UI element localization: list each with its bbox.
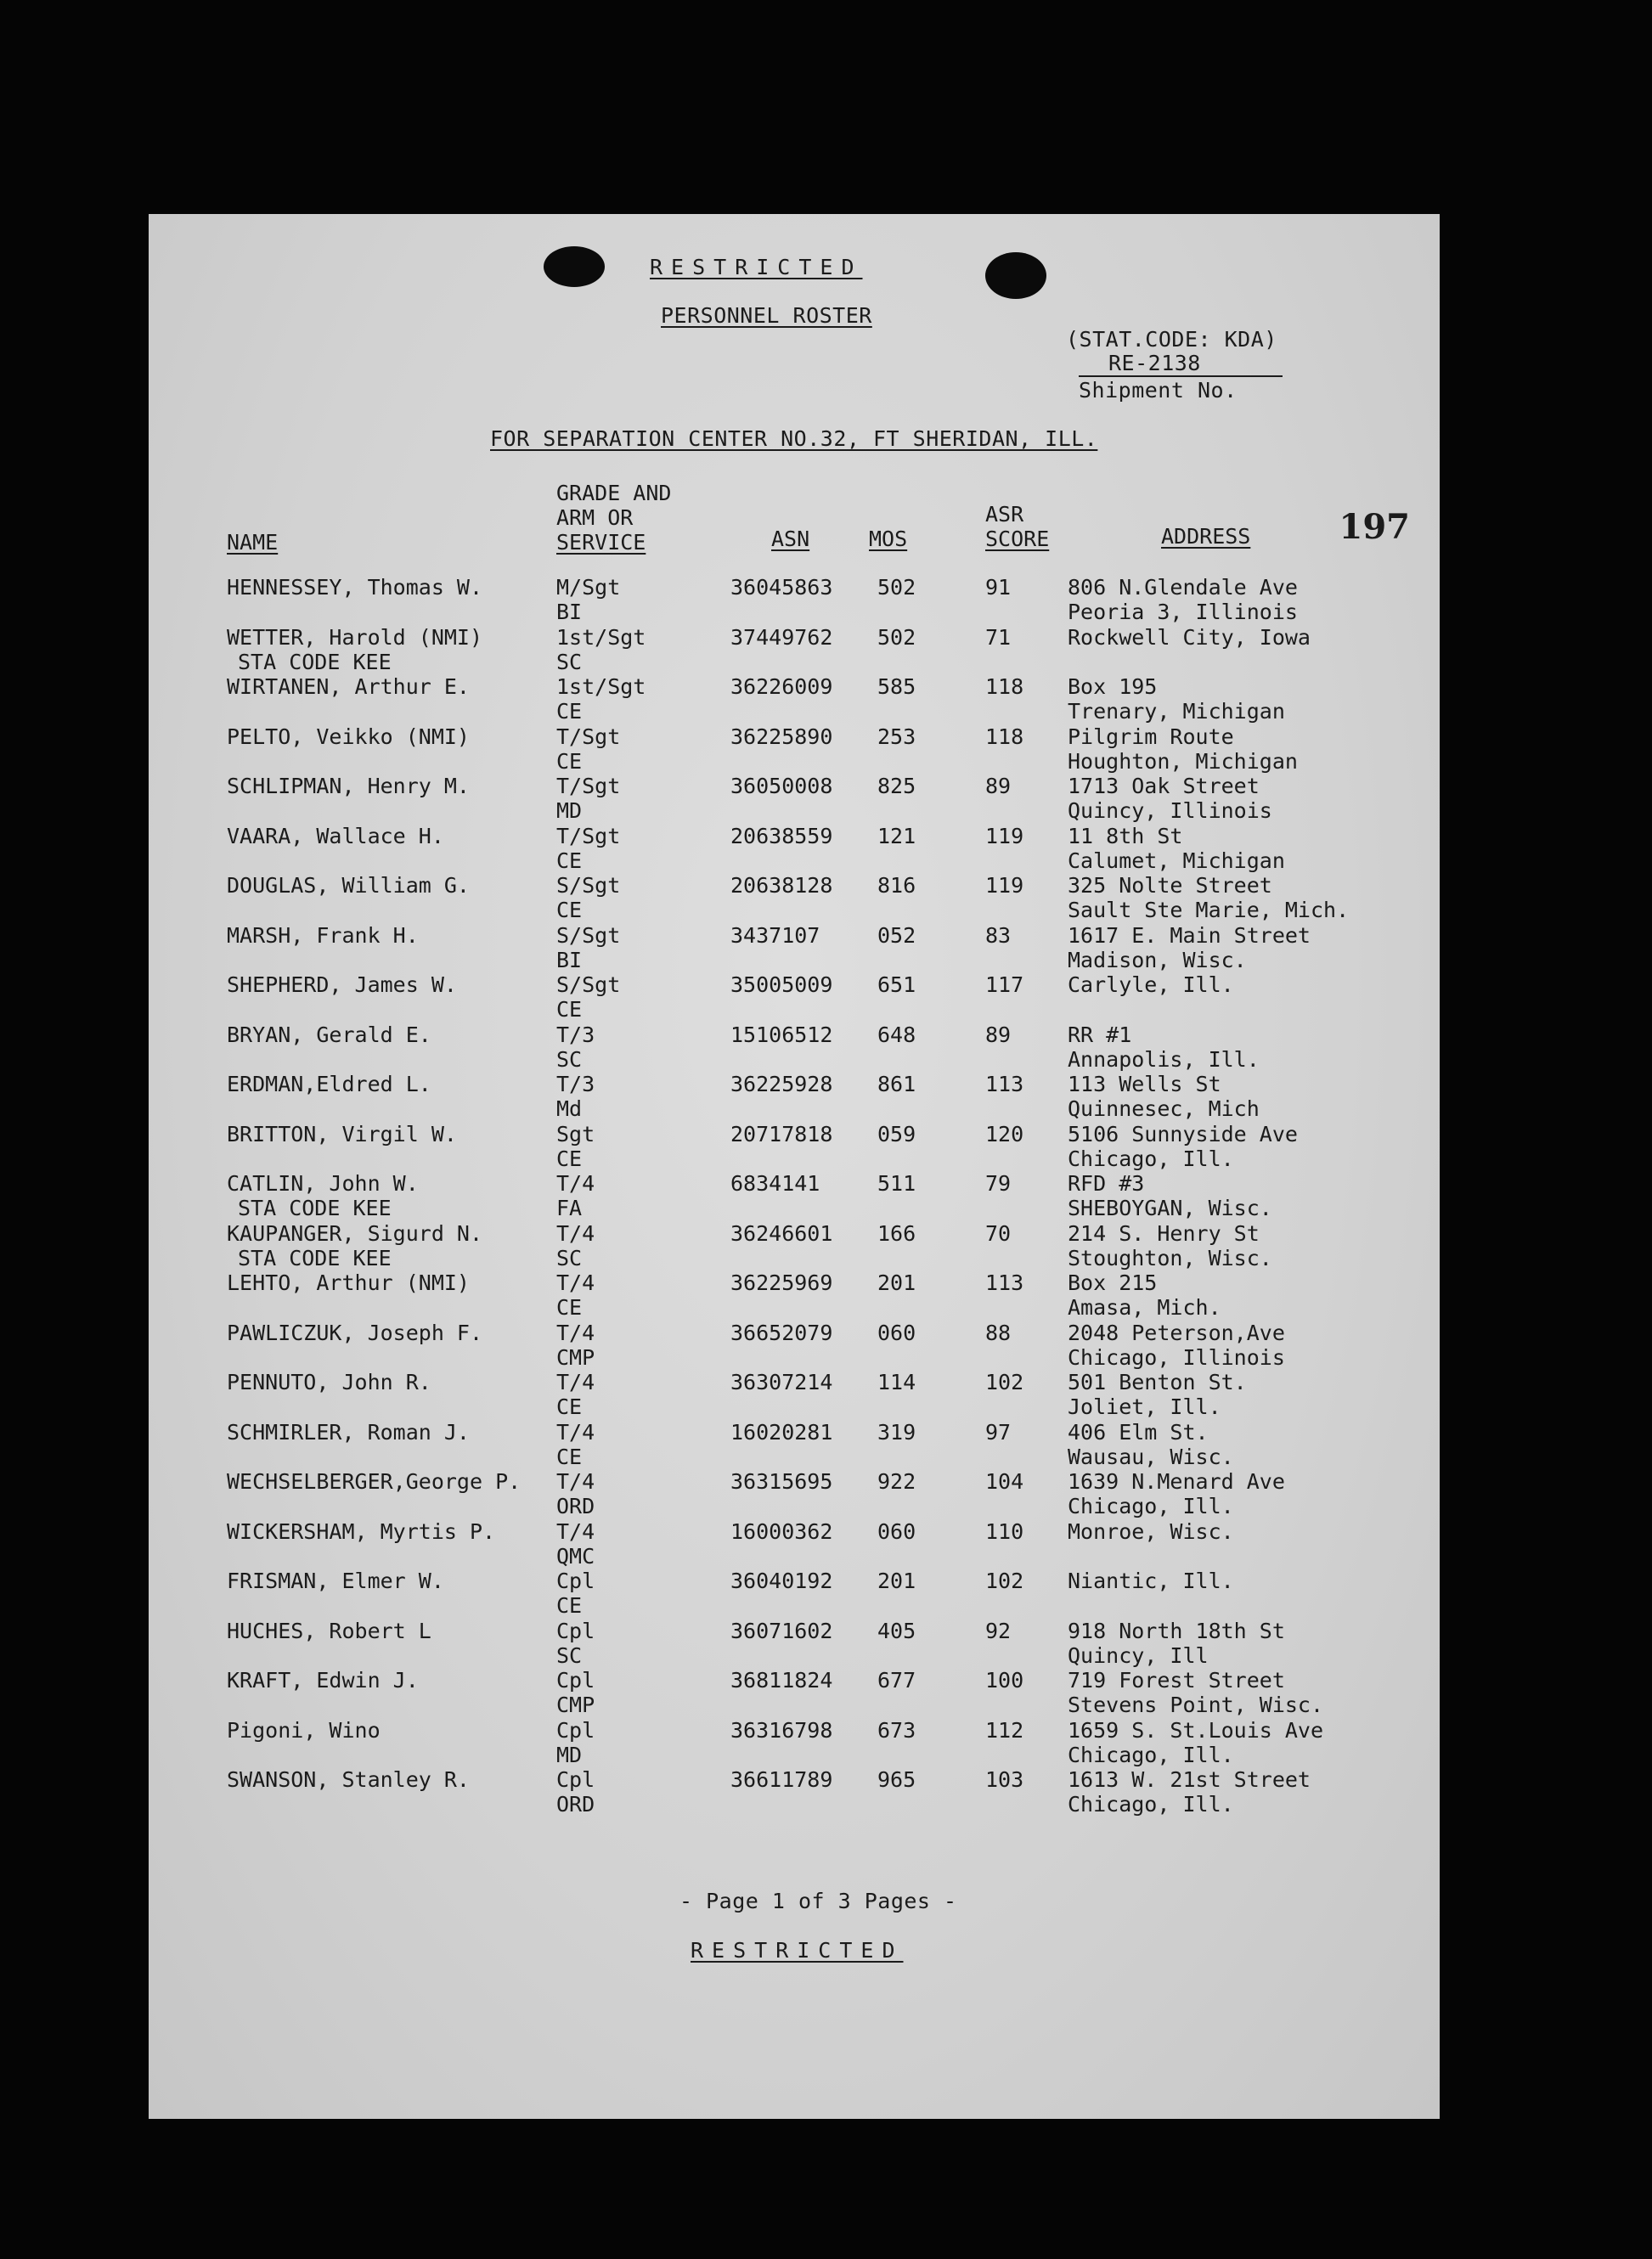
table-row xyxy=(149,575,1440,624)
cell-address-line1: RR #1 xyxy=(1068,1022,1132,1047)
cell-address-line2: SHEBOYGAN, Wisc. xyxy=(1068,1196,1272,1220)
cell-address-line1: Monroe, Wisc. xyxy=(1068,1518,1234,1544)
cell-name: LEHTO, Arthur (NMI) xyxy=(227,1270,470,1295)
cell-address-line1: 918 North 18th St xyxy=(1068,1618,1285,1643)
cell-arm-service: CE xyxy=(556,1444,583,1469)
cell-asr-score: 112 xyxy=(985,1717,1024,1743)
cell-grade: T/4 xyxy=(556,1419,595,1445)
cell-name: FRISMAN, Elmer W. xyxy=(227,1569,444,1593)
table-row xyxy=(149,625,1440,674)
cell-address-line1: Box 215 xyxy=(1068,1270,1158,1295)
cell-name: WIRTANEN, Arthur E. xyxy=(227,674,470,699)
cell-address-line1: 406 Elm St. xyxy=(1068,1419,1209,1445)
cell-mos: 319 xyxy=(877,1419,916,1445)
cell-arm-service: QMC xyxy=(556,1543,595,1569)
cell-address-line2: Chicago, Ill. xyxy=(1068,1742,1234,1767)
table-row xyxy=(149,1420,1440,1469)
col-header-mos: MOS xyxy=(869,527,908,551)
cell-mos: 201 xyxy=(877,1270,916,1295)
shipment-number: RE-2138 xyxy=(1108,351,1201,375)
table-row xyxy=(149,923,1440,972)
cell-grade: Cpl xyxy=(556,1767,595,1792)
cell-address-line2: Chicago, Ill. xyxy=(1068,1792,1234,1817)
cell-arm-service: CE xyxy=(556,1593,583,1618)
cell-grade: T/4 xyxy=(556,1220,595,1246)
cell-arm-service: CE xyxy=(556,1295,583,1320)
cell-asn: 20717818 xyxy=(730,1121,833,1146)
cell-name: PELTO, Veikko (NMI) xyxy=(227,724,470,749)
cell-grade: Cpl xyxy=(556,1569,595,1593)
cell-grade: T/Sgt xyxy=(556,774,621,798)
cell-asn: 36811824 xyxy=(730,1668,833,1693)
cell-name: Pigoni, Wino xyxy=(227,1717,381,1743)
cell-grade: T/Sgt xyxy=(556,724,621,749)
col-header-grade: GRADE AND ARM OR SERVICE xyxy=(556,481,672,555)
cell-mos: 060 xyxy=(877,1320,916,1345)
table-row xyxy=(149,1270,1440,1320)
table-row xyxy=(149,1569,1440,1618)
table-row xyxy=(149,1022,1440,1072)
table-row xyxy=(149,1171,1440,1220)
cell-grade: Sgt xyxy=(556,1121,595,1146)
cell-mos: 060 xyxy=(877,1518,916,1544)
cell-address-line2: Calumet, Michigan xyxy=(1068,848,1285,873)
cell-asr-score: 113 xyxy=(985,1072,1024,1096)
cell-arm-service: SC xyxy=(556,1642,583,1668)
cell-mos: 648 xyxy=(877,1022,916,1047)
cell-address-line1: 2048 Peterson,Ave xyxy=(1068,1320,1285,1345)
cell-address-line1: Niantic, Ill. xyxy=(1068,1569,1234,1593)
cell-address-line2: Quincy, Ill xyxy=(1068,1642,1209,1668)
cell-grade: T/4 xyxy=(556,1518,595,1544)
cell-asr-score: 104 xyxy=(985,1469,1024,1494)
cell-asn: 16020281 xyxy=(730,1419,833,1445)
shipment-label: Shipment No. xyxy=(1079,378,1238,403)
cell-station-code: STA CODE KEE xyxy=(238,649,392,674)
cell-asr-score: 120 xyxy=(985,1121,1024,1146)
cell-asn: 36316798 xyxy=(730,1717,833,1743)
cell-arm-service: Md xyxy=(556,1096,583,1121)
cell-asn: 36040192 xyxy=(730,1569,833,1593)
cell-mos: 922 xyxy=(877,1469,916,1494)
cell-asn: 36652079 xyxy=(730,1320,833,1345)
cell-station-code: STA CODE KEE xyxy=(238,1245,392,1270)
table-row xyxy=(149,1469,1440,1518)
cell-arm-service: MD xyxy=(556,798,583,823)
cell-asr-score: 110 xyxy=(985,1518,1024,1544)
cell-mos: 673 xyxy=(877,1717,916,1743)
cell-asr-score: 71 xyxy=(985,624,1012,650)
cell-name: VAARA, Wallace H. xyxy=(227,823,444,848)
cell-address-line1: 214 S. Henry St xyxy=(1068,1220,1260,1246)
cell-asr-score: 92 xyxy=(985,1618,1012,1643)
cell-address-line2: Quincy, Illinois xyxy=(1068,798,1272,823)
cell-arm-service: CMP xyxy=(556,1344,595,1370)
cell-asn: 35005009 xyxy=(730,972,833,997)
cell-asn: 36071602 xyxy=(730,1618,833,1643)
cell-arm-service: CE xyxy=(556,748,583,774)
cell-address-line1: 1713 Oak Street xyxy=(1068,774,1260,798)
cell-asn: 16000362 xyxy=(730,1518,833,1544)
cell-name: PENNUTO, John R. xyxy=(227,1370,431,1394)
cell-address-line1: 1659 S. St.Louis Ave xyxy=(1068,1717,1324,1743)
cell-arm-service: ORD xyxy=(556,1792,595,1817)
cell-asn: 36225969 xyxy=(730,1270,833,1295)
table-row xyxy=(149,1321,1440,1370)
cell-asr-score: 103 xyxy=(985,1767,1024,1792)
cell-address-line1: 113 Wells St xyxy=(1068,1072,1221,1096)
table-row xyxy=(149,1519,1440,1569)
cell-grade: T/Sgt xyxy=(556,823,621,848)
table-row xyxy=(149,1072,1440,1121)
cell-mos: 121 xyxy=(877,823,916,848)
cell-mos: 405 xyxy=(877,1618,916,1643)
cell-address-line2: Trenary, Michigan xyxy=(1068,699,1285,724)
cell-address-line2: Peoria 3, Illinois xyxy=(1068,600,1298,624)
cell-address-line1: 1639 N.Menard Ave xyxy=(1068,1469,1285,1494)
cell-asr-score: 100 xyxy=(985,1668,1024,1693)
cell-asn: 20638559 xyxy=(730,823,833,848)
restricted-header: RESTRICTED xyxy=(650,255,863,279)
cell-name: KAUPANGER, Sigurd N. xyxy=(227,1220,483,1246)
cell-arm-service: CE xyxy=(556,1394,583,1419)
table-row xyxy=(149,1718,1440,1767)
cell-address-line2: Chicago, Ill. xyxy=(1068,1146,1234,1171)
cell-asr-score: 97 xyxy=(985,1419,1012,1445)
table-row xyxy=(149,1122,1440,1171)
cell-mos: 166 xyxy=(877,1220,916,1246)
cell-address-line1: 501 Benton St. xyxy=(1068,1370,1247,1394)
page-info: - Page 1 of 3 Pages - xyxy=(679,1889,957,1913)
cell-name: PAWLICZUK, Joseph F. xyxy=(227,1320,483,1345)
cell-grade: Cpl xyxy=(556,1668,595,1693)
cell-arm-service: CE xyxy=(556,898,583,922)
cell-address-line2: Annapolis, Ill. xyxy=(1068,1046,1260,1072)
cell-address-line1: 1613 W. 21st Street xyxy=(1068,1767,1311,1792)
cell-arm-service: BI xyxy=(556,600,583,624)
cell-asr-score: 102 xyxy=(985,1370,1024,1394)
cell-name: SWANSON, Stanley R. xyxy=(227,1767,470,1792)
separation-center-line: FOR SEPARATION CENTER NO.32, FT SHERIDAN, ILL. xyxy=(490,426,1098,451)
table-row xyxy=(149,824,1440,873)
cell-mos: 114 xyxy=(877,1370,916,1394)
cell-asr-score: 102 xyxy=(985,1569,1024,1593)
table-row xyxy=(149,1619,1440,1668)
cell-name: HENNESSEY, Thomas W. xyxy=(227,575,483,600)
cell-name: WECHSELBERGER,George P. xyxy=(227,1469,522,1494)
cell-address-line2: Chicago, Illinois xyxy=(1068,1344,1285,1370)
cell-asn: 36050008 xyxy=(730,774,833,798)
cell-grade: S/Sgt xyxy=(556,922,621,948)
cell-mos: 816 xyxy=(877,873,916,898)
cell-mos: 201 xyxy=(877,1569,916,1593)
cell-address-line2: Madison, Wisc. xyxy=(1068,947,1247,972)
roster-title: PERSONNEL ROSTER xyxy=(661,303,872,328)
cell-address-line1: 806 N.Glendale Ave xyxy=(1068,575,1298,600)
cell-arm-service: CE xyxy=(556,997,583,1022)
cell-mos: 253 xyxy=(877,724,916,749)
cell-asr-score: 118 xyxy=(985,724,1024,749)
shipment-line xyxy=(1079,375,1283,377)
cell-station-code: STA CODE KEE xyxy=(238,1196,392,1220)
cell-mos: 825 xyxy=(877,774,916,798)
cell-address-line1: 719 Forest Street xyxy=(1068,1668,1285,1693)
cell-address-line2: Quinnesec, Mich xyxy=(1068,1096,1260,1121)
cell-address-line2: Sault Ste Marie, Mich. xyxy=(1068,898,1350,922)
cell-arm-service: CE xyxy=(556,699,583,724)
cell-grade: T/4 xyxy=(556,1171,595,1196)
cell-name: CATLIN, John W. xyxy=(227,1171,419,1196)
cell-mos: 052 xyxy=(877,922,916,948)
col-header-name: NAME xyxy=(227,530,279,555)
cell-arm-service: SC xyxy=(556,1245,583,1270)
cell-asn: 36315695 xyxy=(730,1469,833,1494)
cell-arm-service: SC xyxy=(556,1046,583,1072)
cell-asn: 3437107 xyxy=(730,922,820,948)
cell-mos: 861 xyxy=(877,1072,916,1096)
cell-address-line2: Wausau, Wisc. xyxy=(1068,1444,1234,1469)
cell-asr-score: 79 xyxy=(985,1171,1012,1196)
cell-name: SCHLIPMAN, Henry M. xyxy=(227,774,470,798)
table-row xyxy=(149,774,1440,823)
roster-page xyxy=(149,214,1440,2119)
cell-asn: 36307214 xyxy=(730,1370,833,1394)
cell-asn: 36045863 xyxy=(730,575,833,600)
cell-arm-service: CE xyxy=(556,848,583,873)
cell-asr-score: 91 xyxy=(985,575,1012,600)
cell-asn: 15106512 xyxy=(730,1022,833,1047)
cell-arm-service: FA xyxy=(556,1196,583,1220)
cell-asr-score: 70 xyxy=(985,1220,1012,1246)
cell-arm-service: MD xyxy=(556,1742,583,1767)
cell-asr-score: 88 xyxy=(985,1320,1012,1345)
cell-arm-service: ORD xyxy=(556,1494,595,1518)
cell-address-line1: Pilgrim Route xyxy=(1068,724,1234,749)
cell-grade: T/3 xyxy=(556,1072,595,1096)
cell-asr-score: 83 xyxy=(985,922,1012,948)
table-row xyxy=(149,1370,1440,1419)
cell-address-line1: 11 8th St xyxy=(1068,823,1183,848)
cell-mos: 677 xyxy=(877,1668,916,1693)
cell-address-line1: 325 Nolte Street xyxy=(1068,873,1272,898)
table-row xyxy=(149,1668,1440,1717)
punch-hole-left xyxy=(544,246,605,287)
cell-asn: 36611789 xyxy=(730,1767,833,1792)
cell-grade: T/4 xyxy=(556,1469,595,1494)
cell-grade: Cpl xyxy=(556,1618,595,1643)
cell-asn: 36225928 xyxy=(730,1072,833,1096)
cell-address-line1: Box 195 xyxy=(1068,674,1158,699)
cell-mos: 511 xyxy=(877,1171,916,1196)
cell-grade: S/Sgt xyxy=(556,873,621,898)
table-row xyxy=(149,1767,1440,1817)
cell-asr-score: 119 xyxy=(985,823,1024,848)
cell-mos: 585 xyxy=(877,674,916,699)
cell-address-line1: 1617 E. Main Street xyxy=(1068,922,1311,948)
cell-asr-score: 119 xyxy=(985,873,1024,898)
cell-name: HUCHES, Robert L xyxy=(227,1618,431,1643)
table-row xyxy=(149,1221,1440,1270)
cell-address-line1: 5106 Sunnyside Ave xyxy=(1068,1121,1298,1146)
cell-asn: 6834141 xyxy=(730,1171,820,1196)
table-row xyxy=(149,873,1440,922)
cell-address-line2: Stoughton, Wisc. xyxy=(1068,1245,1272,1270)
table-row xyxy=(149,972,1440,1022)
cell-grade: T/4 xyxy=(556,1270,595,1295)
cell-address-line1: RFD #3 xyxy=(1068,1171,1145,1196)
cell-name: DOUGLAS, William G. xyxy=(227,873,470,898)
cell-asn: 36225890 xyxy=(730,724,833,749)
cell-name: MARSH, Frank H. xyxy=(227,922,419,948)
cell-address-line1: Carlyle, Ill. xyxy=(1068,972,1234,997)
cell-name: WICKERSHAM, Myrtis P. xyxy=(227,1518,496,1544)
cell-grade: M/Sgt xyxy=(556,575,621,600)
cell-arm-service: BI xyxy=(556,947,583,972)
cell-name: SHEPHERD, James W. xyxy=(227,972,457,997)
cell-arm-service: SC xyxy=(556,649,583,674)
cell-grade: 1st/Sgt xyxy=(556,624,646,650)
cell-asr-score: 89 xyxy=(985,774,1012,798)
table-row xyxy=(149,674,1440,724)
restricted-footer: RESTRICTED xyxy=(691,1938,904,1963)
cell-address-line2: Amasa, Mich. xyxy=(1068,1295,1221,1320)
cell-arm-service: CMP xyxy=(556,1693,595,1717)
cell-asn: 37449762 xyxy=(730,624,833,650)
page-stamp-number: 197 xyxy=(1339,507,1410,547)
cell-name: BRITTON, Virgil W. xyxy=(227,1121,457,1146)
cell-mos: 502 xyxy=(877,575,916,600)
cell-grade: 1st/Sgt xyxy=(556,674,646,699)
cell-address-line2: Houghton, Michigan xyxy=(1068,748,1298,774)
cell-grade: T/4 xyxy=(556,1320,595,1345)
col-header-asr: ASR SCORE xyxy=(985,502,1050,551)
col-header-asn: ASN xyxy=(771,527,810,551)
cell-address-line2: Chicago, Ill. xyxy=(1068,1494,1234,1518)
cell-asn: 36226009 xyxy=(730,674,833,699)
cell-mos: 059 xyxy=(877,1121,916,1146)
cell-address-line2: Stevens Point, Wisc. xyxy=(1068,1693,1324,1717)
cell-name: ERDMAN,Eldred L. xyxy=(227,1072,431,1096)
cell-arm-service: CE xyxy=(556,1146,583,1171)
table-row xyxy=(149,724,1440,774)
cell-grade: Cpl xyxy=(556,1717,595,1743)
cell-name: KRAFT, Edwin J. xyxy=(227,1668,419,1693)
cell-name: SCHMIRLER, Roman J. xyxy=(227,1419,470,1445)
cell-asn: 36246601 xyxy=(730,1220,833,1246)
cell-name: WETTER, Harold (NMI) xyxy=(227,624,483,650)
cell-address-line2: Joliet, Ill. xyxy=(1068,1394,1221,1419)
cell-mos: 651 xyxy=(877,972,916,997)
cell-grade: S/Sgt xyxy=(556,972,621,997)
punch-hole-right xyxy=(985,252,1046,299)
cell-asn: 20638128 xyxy=(730,873,833,898)
cell-grade: T/4 xyxy=(556,1370,595,1394)
cell-mos: 502 xyxy=(877,624,916,650)
cell-name: BRYAN, Gerald E. xyxy=(227,1022,431,1047)
stat-code: (STAT.CODE: KDA) xyxy=(1066,327,1277,352)
cell-asr-score: 89 xyxy=(985,1022,1012,1047)
cell-asr-score: 117 xyxy=(985,972,1024,997)
cell-asr-score: 118 xyxy=(985,674,1024,699)
col-header-address: ADDRESS xyxy=(1161,524,1251,549)
cell-grade: T/3 xyxy=(556,1022,595,1047)
cell-mos: 965 xyxy=(877,1767,916,1792)
cell-address-line1: Rockwell City, Iowa xyxy=(1068,624,1311,650)
cell-asr-score: 113 xyxy=(985,1270,1024,1295)
